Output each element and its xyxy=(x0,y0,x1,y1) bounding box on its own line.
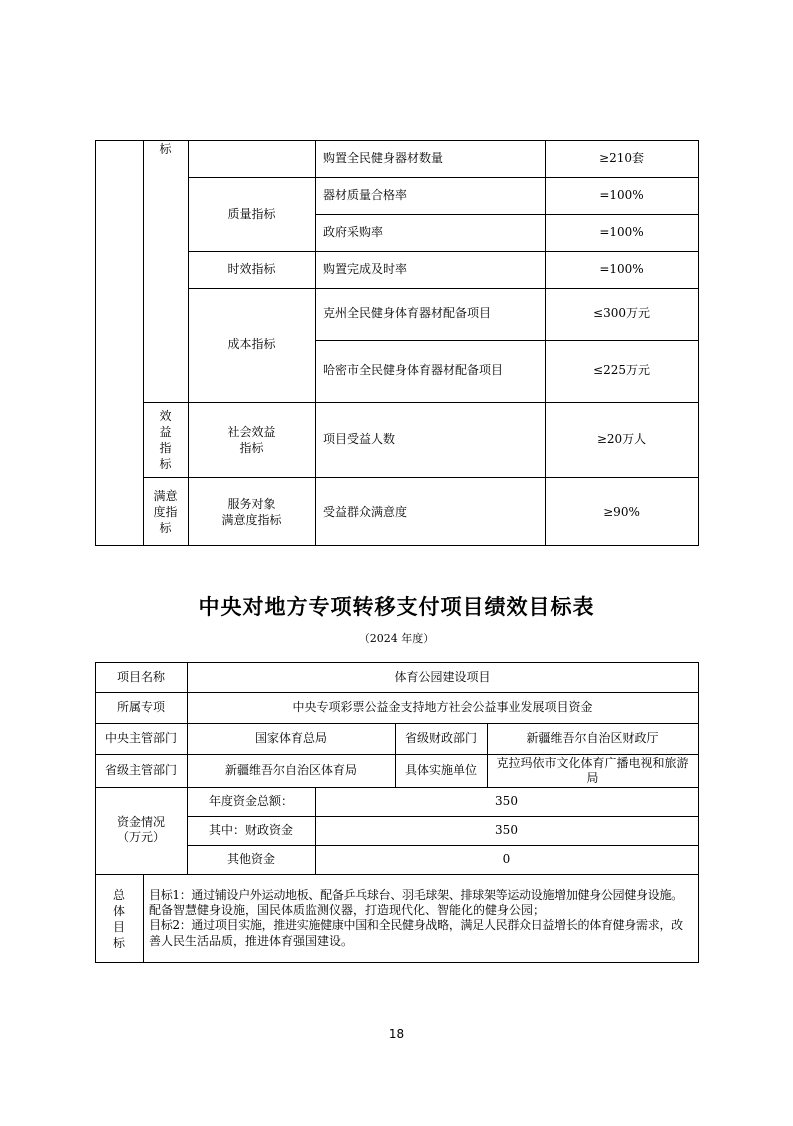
indicator-item: 受益群众满意度 xyxy=(323,505,408,519)
fund-value: 0 xyxy=(502,852,511,866)
level3-indicator-label: 社会效益 xyxy=(227,425,276,439)
table-border xyxy=(315,140,316,546)
special-value: 中央专项彩票公益金支持地方社会公益事业发展项目资金 xyxy=(292,700,593,714)
table-border xyxy=(315,214,699,215)
level2-indicator-label: 标 xyxy=(159,521,172,535)
goal-line: 目标2：通过项目实施，推进实施健康中国和全民健身战略，满足人民群众日益增长的体育健身需求，改 xyxy=(149,918,683,933)
fund-label: 其他资金 xyxy=(226,852,275,866)
table-border xyxy=(95,140,96,546)
table-border xyxy=(698,662,699,963)
central-dept-label: 中央主管部门 xyxy=(104,731,177,745)
document-year: （2024 年度） xyxy=(358,632,435,645)
indicator-item: 器材质量合格率 xyxy=(323,188,408,202)
table-border xyxy=(187,845,699,846)
table-border xyxy=(698,140,699,546)
table-border xyxy=(95,754,699,755)
central-dept: 国家体育总局 xyxy=(254,731,327,745)
prov-finance: 新疆维吾尔自治区财政厅 xyxy=(526,731,659,745)
indicator-item: 项目受益人数 xyxy=(323,432,396,446)
indicator-value: ≤300万元 xyxy=(593,306,650,320)
table-border xyxy=(95,692,699,693)
table-border xyxy=(95,787,699,788)
level3-indicator-label: 满意度指标 xyxy=(221,513,282,527)
goal-label: 目 xyxy=(112,920,125,934)
indicator-value: =100% xyxy=(599,188,644,202)
goal-text xyxy=(149,888,697,949)
level3-indicator-label: 服务对象 xyxy=(227,497,276,511)
indicator-item: 克州全民健身体育器材配备项目 xyxy=(323,306,492,320)
table-border xyxy=(188,177,699,178)
fund-value: 350 xyxy=(495,823,518,837)
indicator-value: ≤225万元 xyxy=(593,363,650,377)
document-title: 中央对地方专项转移支付项目绩效目标表 xyxy=(198,595,595,619)
goal-label: 体 xyxy=(112,904,125,918)
level2-indicator-label: 标 xyxy=(159,457,172,471)
fund-value: 350 xyxy=(495,794,518,808)
impl-unit-label: 具体实施单位 xyxy=(404,763,477,777)
page-number: 18 xyxy=(388,1027,405,1041)
prov-dept-label: 省级主管部门 xyxy=(104,763,177,777)
funds-label: （万元） xyxy=(116,830,165,844)
level2-indicator-label: 指 xyxy=(159,441,172,455)
level2-indicator-label: 标 xyxy=(159,142,172,156)
impl-unit: 克拉玛依市文化体育广播电视和旅游 xyxy=(496,756,689,770)
level2-indicator-label: 益 xyxy=(159,425,172,439)
funds-label: 资金情况 xyxy=(116,815,165,829)
indicator-value: ≥210套 xyxy=(599,151,644,165)
table-border xyxy=(187,816,699,817)
indicator-value: =100% xyxy=(599,262,644,276)
level2-indicator-label: 满意 xyxy=(153,489,178,503)
table-border xyxy=(143,477,699,478)
impl-unit: 局 xyxy=(586,771,599,785)
indicator-value: =100% xyxy=(599,225,644,239)
table-border xyxy=(95,723,699,724)
goal-label: 标 xyxy=(112,936,125,950)
indicator-item: 购置完成及时率 xyxy=(323,262,408,276)
table-border xyxy=(143,874,144,963)
table-border xyxy=(95,545,699,546)
table-border xyxy=(315,340,699,341)
table-border xyxy=(95,962,699,963)
special-label: 所属专项 xyxy=(116,700,165,714)
level2-indicator-label: 度指 xyxy=(153,505,178,519)
level3-indicator-label: 质量指标 xyxy=(227,207,276,221)
project-name: 体育公园建设项目 xyxy=(394,670,491,684)
level3-indicator-label: 指标 xyxy=(239,441,264,455)
level3-indicator-label: 成本指标 xyxy=(227,337,276,351)
project-name-label: 项目名称 xyxy=(116,670,165,684)
table-border xyxy=(188,251,699,252)
goal-line: 配备智慧健身设施，国民体质监测仪器，打造现代化、智能化的健身公园； xyxy=(149,903,546,918)
goal-label: 总 xyxy=(112,888,125,902)
indicator-item: 购置全民健身器材数量 xyxy=(323,151,444,165)
table-border xyxy=(143,140,144,546)
prov-dept: 新疆维吾尔自治区体育局 xyxy=(224,763,357,777)
goal-line: 目标1：通过铺设户外运动地板、配备乒乓球台、羽毛球架、排球架等运动设施增加健身公园健身设施。 xyxy=(149,888,683,902)
level2-indicator-label: 效 xyxy=(159,409,172,423)
indicator-item: 哈密市全民健身体育器材配备项目 xyxy=(323,363,504,377)
fund-label: 其中：财政资金 xyxy=(208,823,293,837)
goal-line: 善人民生活品质，推进体育强国建设。 xyxy=(149,933,354,948)
table-border xyxy=(143,402,699,403)
level3-indicator-label: 时效指标 xyxy=(227,262,276,276)
indicator-value: ≥20万人 xyxy=(596,432,647,446)
indicator-item: 政府采购率 xyxy=(323,225,384,239)
table-border xyxy=(95,140,699,141)
table-border xyxy=(188,288,699,289)
table-border xyxy=(95,662,699,663)
indicator-value: ≥90% xyxy=(603,505,640,519)
table-border xyxy=(95,874,699,875)
fund-label: 年度资金总额： xyxy=(208,794,293,808)
prov-finance-label: 省级财政部门 xyxy=(404,731,477,745)
